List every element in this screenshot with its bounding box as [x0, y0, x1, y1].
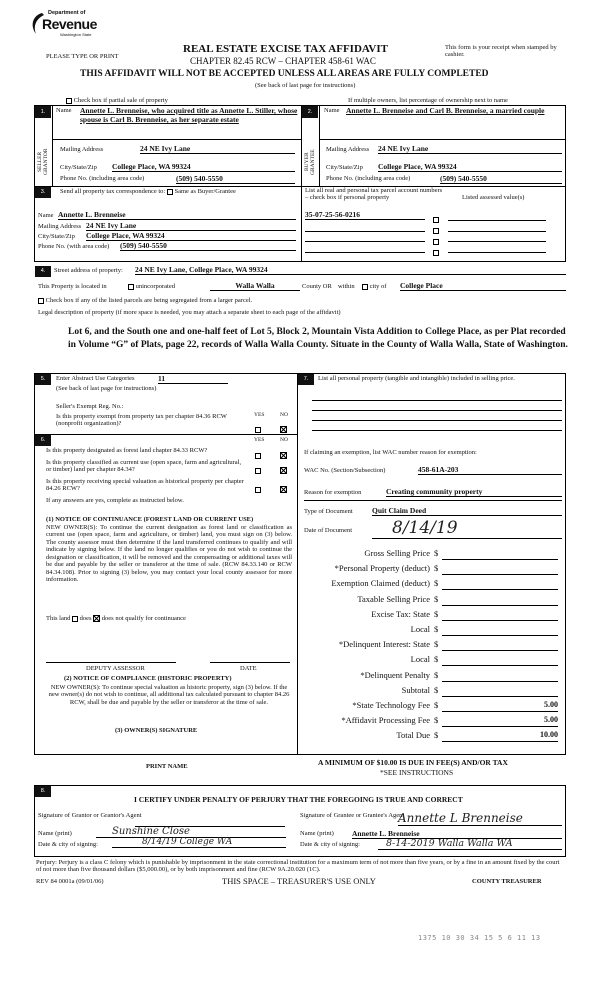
- county-or: County OR: [302, 283, 332, 290]
- fee-value: [442, 639, 558, 651]
- located-label: This Property is located in: [38, 283, 107, 290]
- reason-label: Reason for exemption: [304, 489, 362, 496]
- section-3-divider: [301, 186, 302, 262]
- unincorporated-checkbox[interactable]: [128, 284, 134, 290]
- section-4-number: 4.: [35, 266, 51, 277]
- fee-value: [442, 670, 558, 682]
- fee-currency: $: [434, 699, 439, 710]
- doc-date-label: Date of Document: [304, 527, 353, 534]
- historic-yes-checkbox[interactable]: [255, 481, 261, 499]
- multiple-owners-note: If multiple owners, list percentage of ownership next to name: [348, 97, 508, 104]
- send-label: Send all property tax correspondence to:: [60, 188, 166, 195]
- parcel-number: 35-07-25-56-0216: [305, 210, 425, 220]
- same-as-label: Same as Buyer/Grantee: [174, 188, 236, 195]
- fee-label: Exemption Claimed (deduct): [331, 578, 430, 589]
- historic-no-checkbox[interactable]: [280, 480, 287, 498]
- unincorporated-option: [128, 283, 175, 290]
- street-label: Street address of property:: [54, 267, 123, 274]
- corr-name: Annette L. Brenneise: [58, 210, 296, 220]
- fee-value: [442, 654, 558, 666]
- fee-row: [300, 609, 562, 624]
- s6-no-header: NO: [280, 437, 288, 443]
- section-7-number: 7.: [298, 374, 314, 385]
- corr-city-label: City/State/Zip: [38, 233, 75, 240]
- grantor-date-hand: 8/14/19 College WA: [112, 837, 286, 848]
- see-back-note: (See back of last page for instructions): [255, 82, 356, 89]
- notice2-title: (2) NOTICE OF COMPLIANCE (HISTORIC PROPERTY): [64, 675, 232, 682]
- fee-value: 5.00: [442, 700, 558, 712]
- buyer-name-label: Name: [324, 107, 340, 114]
- fee-row: [300, 548, 562, 563]
- abstract-value: 11: [158, 374, 228, 384]
- corr-mailing: 24 NE Ivy Lane: [86, 221, 296, 231]
- logo-line1: Department of: [48, 10, 86, 16]
- form-subtitle: CHAPTER 82.45 RCW – CHAPTER 458-61 WAC: [190, 56, 376, 66]
- fee-label: Total Due: [396, 730, 430, 741]
- qualify-label: qualify for continuance: [125, 615, 186, 622]
- street-address: 24 NE Ivy Lane, College Place, WA 99324: [135, 265, 566, 275]
- nonprofit-question: Is this property exempt from property tax per chapter 84.36 RCW (nonprofit organization)?: [56, 413, 227, 428]
- fee-currency: $: [434, 563, 439, 574]
- personal-line-4: [312, 430, 562, 431]
- fee-value: [442, 609, 558, 621]
- assessed-line-4: [448, 252, 546, 253]
- parcel-label: List all real and personal tax parcel account numbers – check box if personal property: [305, 187, 443, 202]
- form-title: REAL ESTATE EXCISE TAX AFFIDAVIT: [183, 43, 388, 55]
- buyer-phone-label: Phone No. (including area code): [326, 175, 411, 182]
- buyer-hline: [319, 139, 566, 140]
- grantee-signature: Annette L Brenneise: [398, 811, 562, 826]
- continuance-line: [46, 615, 186, 622]
- notice2-body: NEW OWNER(S): To continue special valuation as historic property, sign (3) below. If the new owner(s) do not wish to continue, all additional tax calculated pursuant to chapter 84.26 RCW, shall be due and payable by the seller or transferor at the time of sale.: [48, 684, 290, 706]
- forest-question: Is this property designated as forest land chapter 84.33 RCW?: [46, 447, 208, 454]
- fee-value: [442, 563, 558, 575]
- treasurer-use: THIS SPACE – TREASURER'S USE ONLY: [222, 876, 376, 886]
- buyer-phone: (509) 540-5550: [440, 174, 562, 184]
- section-8-number: 8.: [35, 786, 51, 797]
- parcel-checkbox-4[interactable]: [433, 244, 439, 262]
- county-name: Walla Walla: [210, 281, 300, 291]
- deputy-line: [46, 662, 176, 663]
- fee-currency: $: [434, 715, 439, 726]
- fee-value: 5.00: [442, 715, 558, 727]
- doc-date: 8/14/19: [372, 518, 562, 539]
- assessed-line-3: [448, 241, 546, 242]
- buyer-city-label: City/State/Zip: [326, 164, 363, 171]
- buyer-side-label: BUYER GRANTEE: [304, 149, 316, 175]
- fee-currency: $: [434, 608, 439, 619]
- legal-description: Lot 6, and the South one and one-half feet of Lot 5, Block 2, Mountain Vista Addition to College Place, as per Plat recorded in Volume “G” of Plats, page 22, records of Walla Walla County. Situate in the County of Walla Walla, State of Washington.: [68, 327, 568, 350]
- wac-number: 458-61A-203: [418, 465, 562, 475]
- nonprofit-no-checkbox[interactable]: [280, 420, 287, 438]
- seller-city-label: City/State/Zip: [60, 164, 97, 171]
- fee-value: 10.00: [442, 730, 558, 742]
- buyer-mailing: 24 NE Ivy Lane: [378, 144, 562, 154]
- reason-line-2: [304, 500, 562, 501]
- fee-label: *Delinquent Interest: State: [338, 639, 430, 650]
- print-name-label: PRINT NAME: [146, 763, 188, 770]
- fee-row: [300, 624, 562, 639]
- section5-see-back: (See back of last page for instructions): [56, 385, 157, 392]
- seller-name: Annette L. Brenneise, who acquired title as Annette L. Stiller, whose spouse is Carl B. Brenneise, as her separate estate: [80, 106, 298, 124]
- fee-label: *Personal Property (deduct): [334, 563, 430, 574]
- assessed-line-1: [448, 220, 546, 221]
- current-use-no-checkbox[interactable]: [280, 461, 287, 479]
- grantee-name: Annette L. Brenneise: [352, 829, 562, 839]
- date-label: DATE: [240, 665, 257, 672]
- deputy-label: DEPUTY ASSESSOR: [86, 665, 145, 672]
- seller-phone-label: Phone No. (including area code): [60, 175, 145, 182]
- fee-currency: $: [434, 548, 439, 558]
- minimum-due: A MINIMUM OF $10.00 IS DUE IN FEE(S) AND/OR TAX: [318, 758, 508, 767]
- seller-mailing: 24 NE Ivy Lane: [140, 144, 295, 154]
- does-label: does: [79, 615, 92, 622]
- historic-question: Is this property receiving special valuation as historical property per chapter 84.26 RCW?: [46, 478, 244, 493]
- parcel-line-3: [305, 241, 425, 242]
- abstract-label: Enter Abstract Use Categories: [56, 375, 135, 382]
- corr-phone-label: Phone No. (with area code): [38, 243, 110, 250]
- fee-value: [442, 578, 558, 590]
- doc-type: Quit Claim Deed: [372, 506, 562, 516]
- city-of-label: city of: [369, 283, 387, 290]
- fee-row: [300, 715, 562, 730]
- this-land-label: This land: [46, 615, 71, 622]
- owner-signature-label: (3) OWNER(S) SIGNATURE: [115, 727, 198, 734]
- current-use-question: Is this property classified as current use (open space, farm and agricultural, or timber) land per chapter 84.34?: [46, 459, 242, 474]
- s5-no-header: NO: [280, 412, 288, 418]
- fee-label: *State Technology Fee: [352, 699, 430, 710]
- grantee-date-label: Date & city of signing:: [300, 841, 360, 848]
- fee-label: Taxable Selling Price: [357, 593, 430, 604]
- personal-line-2: [312, 410, 562, 411]
- corr-mailing-label: Mailing Address: [38, 223, 82, 230]
- doc-type-label: Type of Document: [304, 508, 353, 515]
- fee-currency: $: [434, 639, 439, 650]
- grantor-name-label: Name (print): [38, 830, 72, 837]
- main-divider: [297, 373, 298, 755]
- fee-row: [300, 730, 562, 745]
- partial-sale[interactable]: [66, 97, 168, 104]
- seller-phone: (509) 540-5550: [176, 174, 295, 184]
- section-6-number: 6.: [35, 435, 51, 446]
- reason-value: Creating community property: [386, 487, 562, 497]
- exemption-label: If claiming an exemption, list WAC number reason for exemption:: [304, 449, 477, 456]
- exempt-reg-label: Seller's Exempt Reg. No.:: [56, 403, 124, 410]
- notice1-title: (1) NOTICE OF CONTINUANCE (FOREST LAND OR CURRENT USE): [46, 516, 254, 523]
- fee-currency: $: [434, 654, 439, 665]
- see-instructions: *SEE INSTRUCTIONS: [380, 768, 454, 777]
- fee-row: [300, 700, 562, 715]
- s6-yes-header: YES: [254, 437, 265, 443]
- please-type: PLEASE TYPE OR PRINT: [46, 53, 119, 60]
- personal-line-1: [312, 400, 562, 401]
- does-not-label: does not: [101, 615, 124, 622]
- seller-side-label: SELLER GRANTOR: [37, 148, 49, 176]
- city-name: College Place: [400, 281, 566, 291]
- fee-row: [300, 639, 562, 654]
- fee-currency: $: [434, 730, 439, 741]
- does-checkbox[interactable]: [72, 616, 78, 622]
- segregated-label: Check box if any of the listed parcels are being segregated from a larger parcel.: [45, 297, 253, 304]
- fee-currency: $: [434, 593, 439, 604]
- perjury-note: Perjury: Perjury is a class C felony which is punishable by imprisonment in the state correctional institution for a maximum term of not more than five years, or by a fine in an amount fixed by the court of not more than five thousand dollars ($5,000.00), or by both imprisonment and fine (RCW 9A.20.020 (1C).: [36, 859, 560, 874]
- section-1-number: 1.: [35, 106, 51, 118]
- legal-label: Legal description of property (if more space is needed, you may attach a separate sheet to each page of the affidavit): [38, 309, 341, 316]
- section-5-number: 5.: [35, 374, 51, 385]
- same-as-checkbox[interactable]: [167, 189, 173, 195]
- certify-statement: I CERTIFY UNDER PENALTY OF PERJURY THAT THE FOREGOING IS TRUE AND CORRECT: [134, 795, 463, 804]
- corr-city: College Place, WA 99324: [86, 231, 296, 241]
- fee-value: [442, 685, 558, 697]
- parcel-line-4: [305, 252, 425, 253]
- fee-row: [300, 670, 562, 685]
- segregated-checkbox[interactable]: [38, 298, 44, 304]
- notice1-body: NEW OWNER(S): To continue the current designation as forest land or classification as current use (open space, farm and agriculture, or timber) land, you must sign on (3) below. The county assessor must then determine if the land transferred continues to qualify and will indicate by signing below. If the land no longer qualifies or you do not wish to continue the designation or classification, it will be removed and the compensating or additional taxes will be due and payable by the seller or transferor at the time of sale. (RCW 84.33.140 or RCW 84.34.108). Prior to signing (3) below, you may contact your local county assessor for more information.: [46, 524, 292, 584]
- fee-label: Gross Selling Price: [364, 548, 430, 558]
- buyer-name: Annette L. Brenneise and Carl B. Brenneise, a married couple: [346, 106, 545, 115]
- seller-name-label: Name: [56, 107, 72, 114]
- fee-value: [442, 594, 558, 606]
- buyer-city: College Place, WA 99324: [378, 162, 562, 172]
- grantor-name-hand: Sunshine Close: [96, 826, 286, 838]
- fee-label: *Delinquent Penalty: [360, 669, 430, 680]
- county-treasurer: COUNTY TREASURER: [472, 878, 542, 885]
- grantor-sig-label: Signature of Grantor or Grantor's Agent: [38, 812, 142, 819]
- fee-row: [300, 654, 562, 669]
- send-correspondence: [60, 188, 236, 195]
- receipt-note: This form is your receipt when stamped by cashier.: [445, 44, 557, 59]
- treasurer-stamp: 1375 10 30 34 15 5 6 11 13: [418, 934, 541, 942]
- personal-property-label: List all personal property (tangible and intangible) included in selling price.: [318, 375, 515, 382]
- current-use-yes-checkbox[interactable]: [255, 462, 261, 480]
- fee-value: [442, 624, 558, 636]
- fee-row: [300, 563, 562, 578]
- section-3-number: 3.: [35, 187, 51, 198]
- corr-name-label: Name: [38, 212, 54, 219]
- does-not-checkbox[interactable]: [93, 615, 100, 622]
- within: within: [338, 283, 355, 290]
- owner-signature-line: [46, 754, 292, 755]
- fee-label: Excise Tax: State: [371, 608, 430, 619]
- assessed-line-2: [448, 231, 546, 232]
- fee-label: Local: [410, 623, 430, 634]
- parcel-line-2: [305, 231, 425, 232]
- answer-note: If any answers are yes, complete as instructed below.: [46, 497, 184, 504]
- grantee-name-label: Name (print): [300, 830, 334, 837]
- unincorporated-label: unincorporated: [135, 283, 175, 290]
- logo-line2: Washington State: [60, 32, 92, 37]
- date-line: [210, 662, 290, 663]
- seller-mailing-label: Mailing Address: [60, 146, 104, 153]
- buyer-vline: [319, 105, 320, 187]
- fee-label: Local: [410, 654, 430, 665]
- partial-sale-checkbox[interactable]: [66, 98, 72, 104]
- fee-row: [300, 578, 562, 593]
- form-revision: REV 84 0001a (09/01/06): [36, 878, 104, 885]
- city-option: [362, 283, 386, 290]
- fee-label: Subtotal: [401, 684, 430, 695]
- grantee-date-hand: 8-14-2019 Walla Walla WA: [378, 838, 562, 850]
- fee-currency: $: [434, 684, 439, 695]
- segregated-option: [38, 297, 252, 304]
- grantor-date-label: Date & city of signing:: [38, 841, 98, 848]
- s5-yes-header: YES: [254, 412, 265, 418]
- fee-currency: $: [434, 578, 439, 589]
- section-6-hline: [34, 434, 297, 435]
- logo-main: Revenue: [42, 16, 97, 32]
- seller-city: College Place, WA 99324: [112, 162, 295, 172]
- revenue-logo: [30, 10, 100, 40]
- warning-line: THIS AFFIDAVIT WILL NOT BE ACCEPTED UNLESS ALL AREAS ARE FULLY COMPLETED: [80, 69, 489, 79]
- buyer-mailing-label: Mailing Address: [326, 146, 370, 153]
- fee-value: [442, 548, 558, 560]
- section-2-number: 2.: [302, 106, 318, 118]
- partial-sale-label: Check box if partial sale of property: [73, 97, 168, 104]
- fee-currency: $: [434, 669, 439, 680]
- fee-table: [300, 548, 562, 745]
- wac-label: WAC No. (Section/Subsection): [304, 467, 386, 474]
- fee-currency: $: [434, 623, 439, 634]
- fee-row: [300, 594, 562, 609]
- city-checkbox[interactable]: [362, 284, 368, 290]
- assessed-label: Listed assessed value(s): [462, 194, 525, 201]
- grantee-sig-label: Signature of Grantee or Grantee's Agent: [300, 812, 405, 819]
- fee-row: [300, 685, 562, 700]
- personal-line-3: [312, 420, 562, 421]
- seller-vline: [52, 105, 53, 187]
- corr-phone: (509) 540-5550: [120, 241, 296, 251]
- fee-label: *Affidavit Processing Fee: [341, 715, 430, 726]
- seller-hline: [52, 139, 301, 140]
